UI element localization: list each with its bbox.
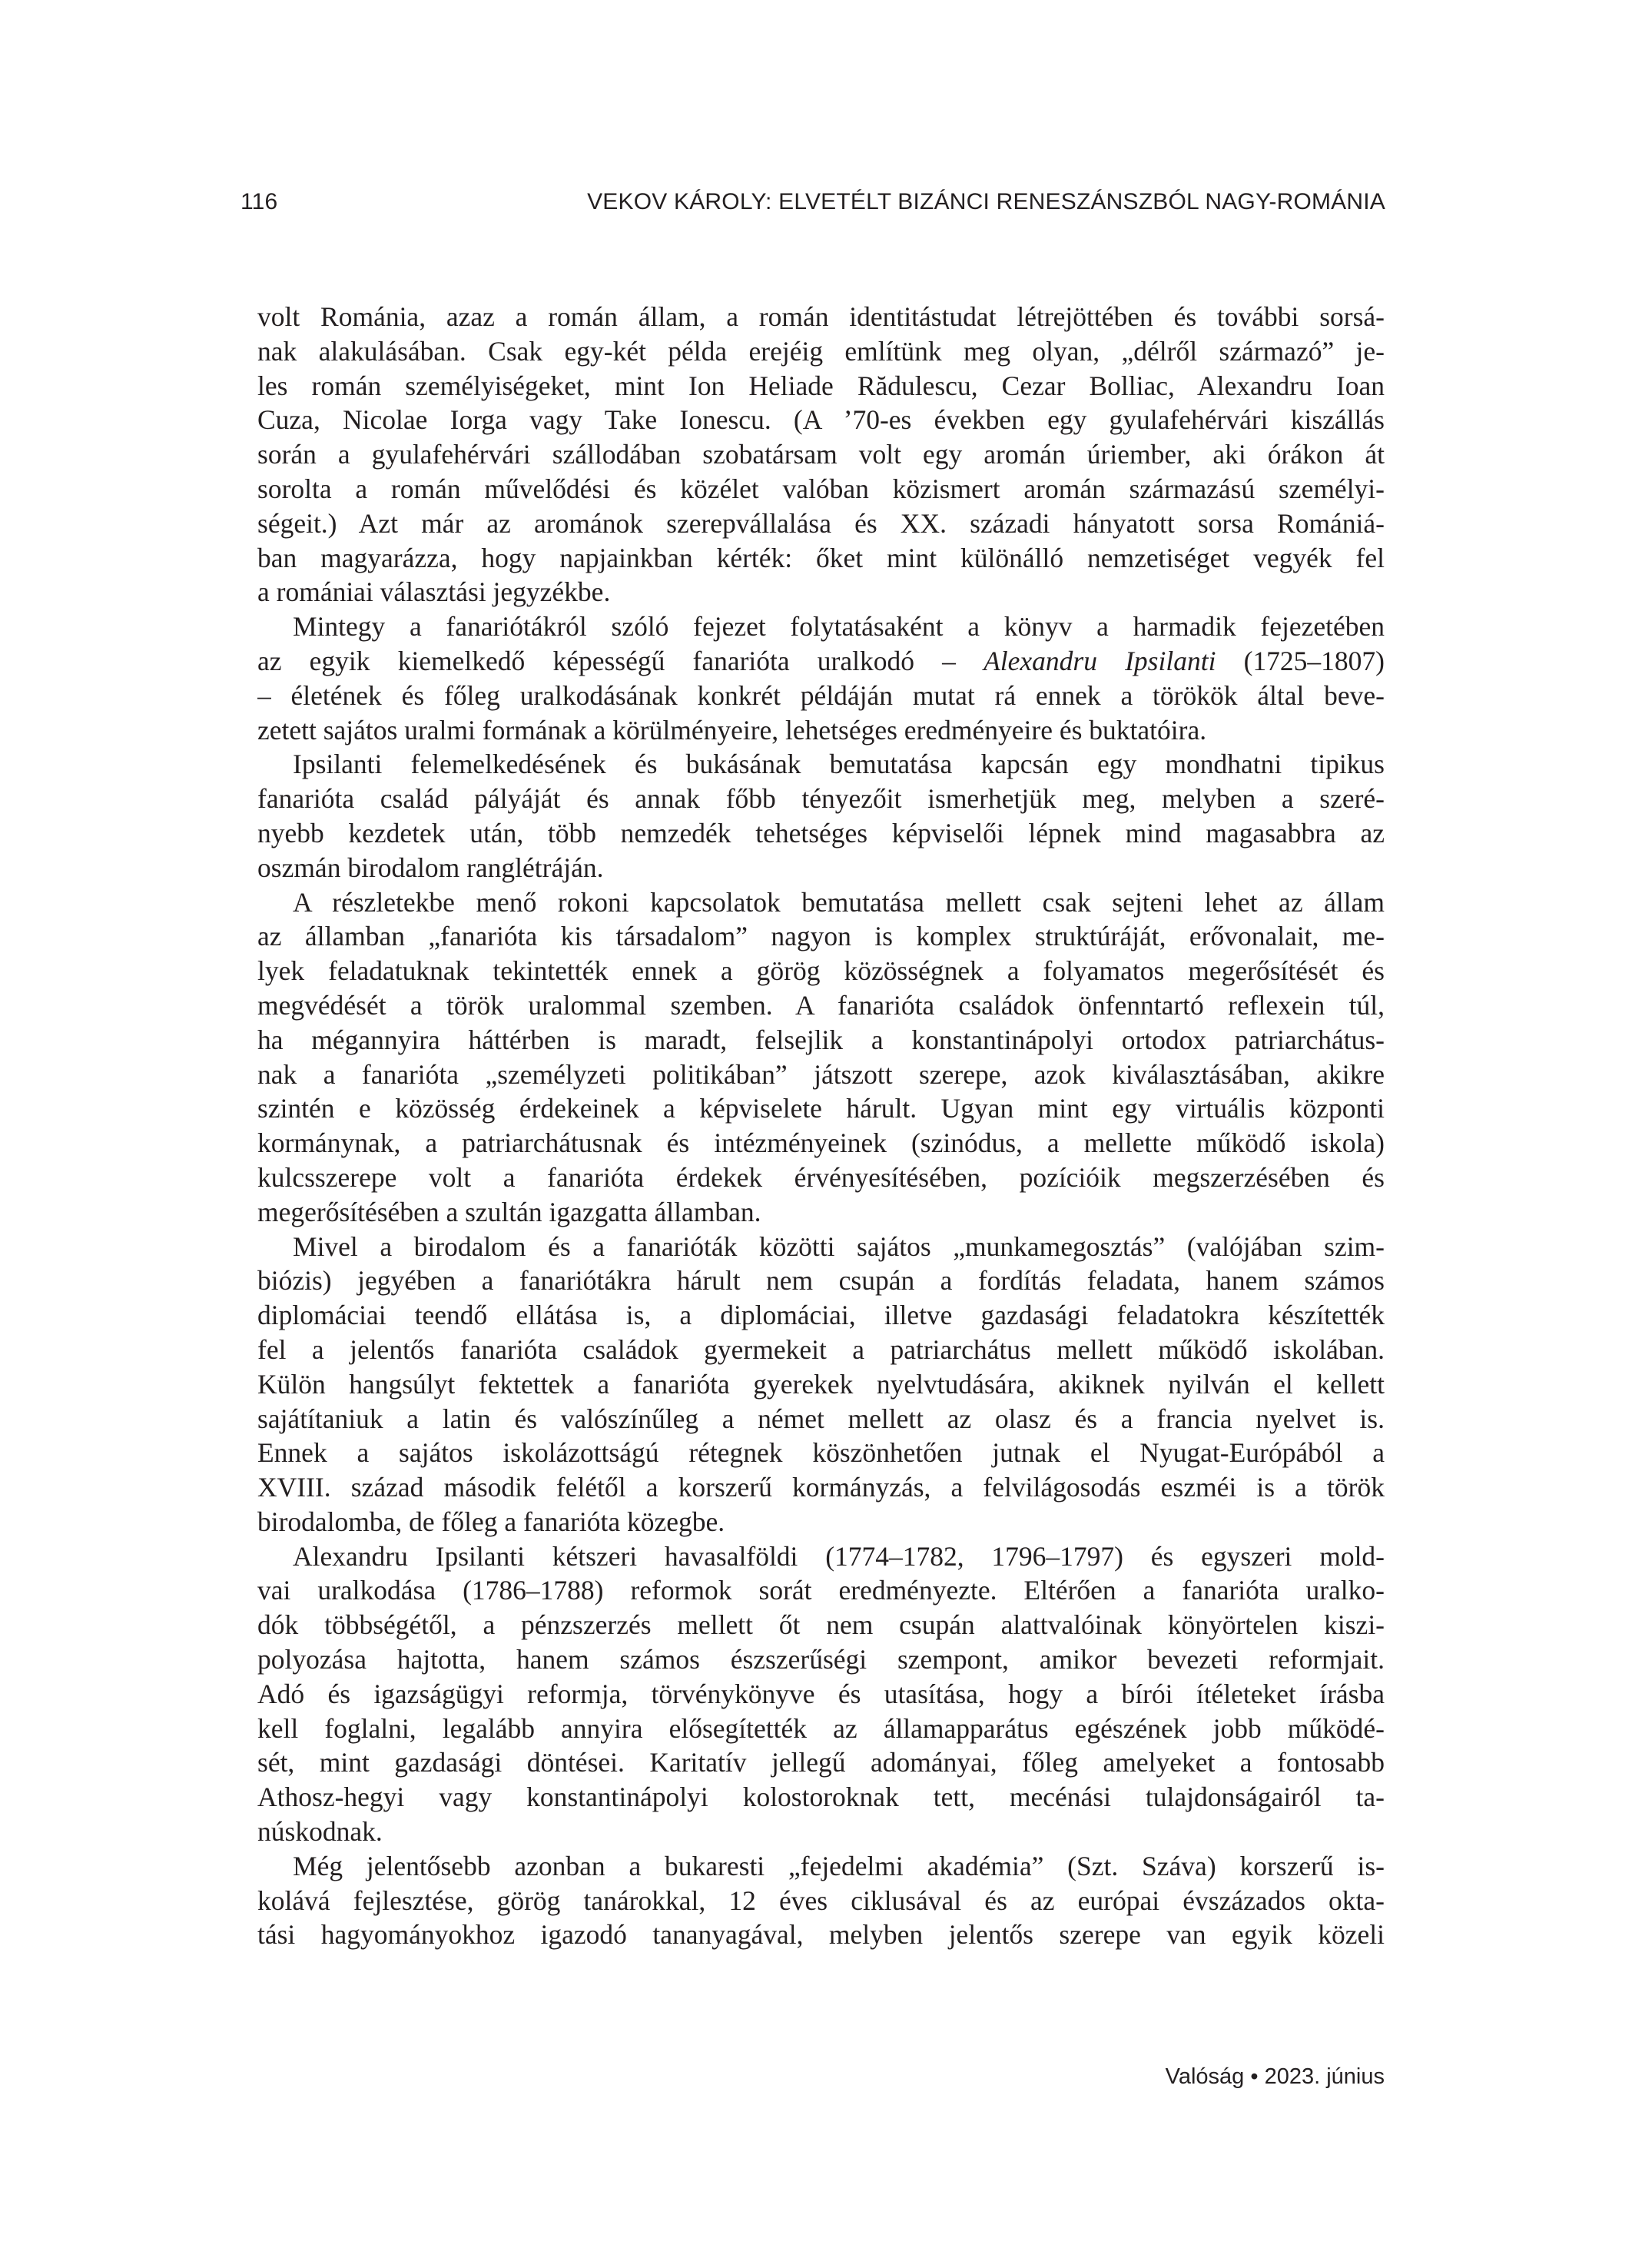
running-title: VEKOV KÁROLY: ELVETÉLT BIZÁNCI RENESZÁNSZBÓL NAGY-ROMÁNIA	[587, 189, 1385, 214]
text-line: lyek feladatuknak tekintették ennek a görög közösségnek a folyamatos megerősítését és	[257, 955, 1385, 987]
issue-date: 2023. június	[1264, 2064, 1385, 2089]
running-header	[240, 189, 1385, 220]
text-line: sajátítaniuk a latin és valószínűleg a német mellett az olasz és a francia nyelvet is.	[257, 1403, 1385, 1434]
text-line: kulcsszerepe volt a fanarióta érdekek érvényesítésében, pozícióik megszerzésében és	[257, 1161, 1385, 1193]
text-line: során a gyulafehérvári szállodában szobatársam volt egy aromán úriember, aki órákon át	[257, 439, 1385, 470]
text-line: megerősítésében a szultán igazgatta államban.	[257, 1196, 761, 1227]
text-line: kormánynak, a patriarchátusnak és intézményeinek (szinódus, a mellette működő iskola)	[257, 1127, 1385, 1159]
text-line: Athosz-hegyi vagy konstantinápolyi kolostoroknak tett, mecénási tulajdonságairól ta-	[257, 1782, 1385, 1813]
paragraph	[257, 1539, 1385, 1849]
text-line: Adó és igazságügyi reformja, törvénykönyve és utasítása, hogy a bírói ítéleteket írásba	[257, 1678, 1385, 1709]
text-line: Külön hangsúlyt fektettek a fanarióta gyerekek nyelvtudására, akiknek nyilván el kellett	[257, 1368, 1385, 1400]
text-line: Még jelentősebb azonban a bukaresti „fejedelmi akadémia” (Szt. Száva) korszerű is-	[293, 1850, 1385, 1881]
text-line: ségeit.) Azt már az arománok szerepvállalása és XX. századi hányatott sorsa Romániá-	[257, 507, 1385, 539]
text-line: Mintegy a fanariótákról szóló fejezet folytatásaként a könyv a harmadik fejezetében	[293, 611, 1385, 643]
text-line: Ipsilanti felemelkedésének és bukásának bemutatása kapcsán egy mondhatni tipikus	[293, 749, 1385, 780]
text-line: tási hagyományokhoz igazodó tananyagával, melyben jelentős szerepe van egyik közeli	[257, 1919, 1385, 1951]
text-line: diplomáciai teendő ellátása is, a diplomáciai, illetve gazdasági feladatokra készítették	[257, 1300, 1385, 1331]
text-line: – életének és főleg uralkodásának konkrét példáján mutat rá ennek a törökök által beve-	[257, 679, 1385, 711]
text-line: vai uralkodása (1786–1788) reformok sorát eredményezte. Eltérően a fanarióta uralko-	[257, 1575, 1385, 1606]
text-line: szintén e közösség érdekeinek a képviselete hárult. Ugyan mint egy virtuális központi	[257, 1093, 1385, 1124]
footer-separator: •	[1250, 2064, 1259, 2089]
text-line: a romániai választási jegyzékbe.	[257, 576, 611, 608]
text-line: fel a jelentős fanarióta családok gyermekeit a patriarchátus mellett működő iskolában.	[257, 1333, 1385, 1365]
text-line: polyozása hajtotta, hanem számos észszerűségi szempont, amikor bevezeti reformjait.	[257, 1644, 1385, 1675]
journal-name: Valóság	[1165, 2064, 1245, 2089]
text-line: oszmán birodalom ranglétráján.	[257, 852, 604, 883]
text-line: nyebb kezdetek után, több nemzedék tehetséges képviselői lépnek mind magasabbra az	[257, 817, 1385, 848]
page-number: 116	[240, 189, 278, 214]
italic-name: Alexandru Ipsilanti	[984, 645, 1216, 676]
text-line: sorolta a román művelődési és közélet valóban közismert aromán származású személyi-	[257, 473, 1385, 504]
text-line: zetett sajátos uralmi formának a körülményeire, lehetséges eredményeire és buktatóira.	[257, 714, 1207, 745]
paragraph	[257, 1230, 1385, 1539]
text-line: A részletekbe menő rokoni kapcsolatok bemutatása mellett csak sejteni lehet az állam	[293, 886, 1385, 918]
text-line: biózis) jegyében a fanariótákra hárult nem csupán a fordítás feladata, hanem számos	[257, 1265, 1385, 1297]
text-line: ban magyarázza, hogy napjainkban kérték: őket mint különálló nemzetiséget vegyék fel	[257, 542, 1385, 573]
text-line: nak alakulásában. Csak egy-két példa erejéig említünk meg olyan, „délről származó” je-	[257, 335, 1385, 367]
article-body	[257, 300, 1385, 1952]
text-line: dók többségétől, a pénzszerzés mellett őt nem csupán alattvalóinak könyörtelen kiszi-	[257, 1609, 1385, 1641]
paragraph	[257, 885, 1385, 1230]
text-line: nak a fanarióta „személyzeti politikában” játszott szerepe, azok kiválasztásában, akikre	[257, 1058, 1385, 1090]
paragraph	[257, 300, 1385, 609]
text-line: sét, mint gazdasági döntései. Karitatív jellegű adományai, főleg amelyeket a fontosabb	[257, 1747, 1385, 1778]
paragraph	[257, 1849, 1385, 1952]
text-line: volt Románia, azaz a román állam, a román identitástudat létrejöttében és további sorsá-	[257, 301, 1385, 332]
paragraph	[257, 609, 1385, 747]
text-line: az államban „fanarióta kis társadalom” nagyon is komplex struktúráját, erővonalait, me-	[257, 921, 1385, 952]
text-line: kolává fejlesztése, görög tanárokkal, 12 éves ciklusával és az európai évszázados okta-	[257, 1884, 1385, 1916]
text-line: Mivel a birodalom és a fanarióták közötti sajátos „munkamegosztás” (valójában szim-	[293, 1230, 1385, 1262]
text-line: núskodnak.	[257, 1816, 383, 1848]
text-line: Alexandru Ipsilanti kétszeri havasalföldi (1774–1782, 1796–1797) és egyszeri mold-	[293, 1540, 1385, 1572]
text-line: Cuza, Nicolae Iorga vagy Take Ionescu. (A ’70-es években egy gyulafehérvári kiszállás	[257, 404, 1385, 436]
paragraph	[257, 747, 1385, 885]
text-line: ha mégannyira háttérben is maradt, felsejlik a konstantinápolyi ortodox patriarchátus-	[257, 1024, 1385, 1055]
text-line: megvédését a török uralommal szemben. A fanarióta családok önfenntartó reflexein túl,	[257, 989, 1385, 1021]
text-line: birodalomba, de főleg a fanarióta közegbe.	[257, 1506, 725, 1537]
text-line: fanarióta család pályáját és annak főbb tényezőit ismerhetjük meg, melyben a szeré-	[257, 783, 1385, 815]
text-line: Ennek a sajátos iskolázottságú rétegnek köszönhetően jutnak el Nyugat-Európából a	[257, 1437, 1385, 1469]
text-line: XVIII. század második felétől a korszerű kormányzás, a felvilágosodás eszméi is a török	[257, 1472, 1385, 1503]
text-line: les román személyiségeket, mint Ion Heliade Rădulescu, Cezar Bolliac, Alexandru Ioan	[257, 370, 1385, 401]
page-footer	[1166, 2064, 1385, 2090]
text-line: kell foglalni, legalább annyira elősegítették az államapparátus egészének jobb működé-	[257, 1712, 1385, 1744]
text-line: az egyik kiemelkedő képességű fanarióta uralkodó – Alexandru Ipsilanti (1725–1807)	[257, 645, 1385, 676]
